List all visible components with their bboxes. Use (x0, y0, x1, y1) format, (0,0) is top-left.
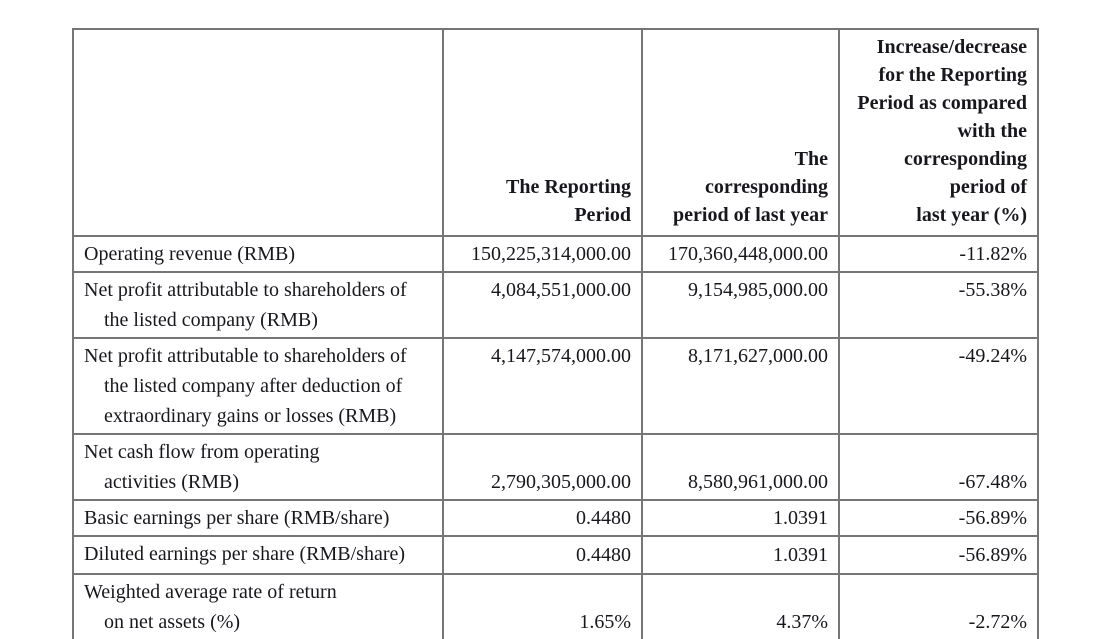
header-line: last year (%) (916, 204, 1027, 226)
header-line: Period (574, 204, 631, 226)
cell-row-label (73, 574, 443, 639)
header-reporting-period (443, 29, 642, 236)
table-row-net-cash-flow (73, 434, 1038, 500)
table-row-diluted-eps (73, 536, 1038, 574)
cell-prior-value: 8,171,627,000.00 (642, 338, 839, 434)
cell-row-label (73, 272, 443, 338)
header-line: period of last year (673, 204, 828, 226)
cell-change-value: -55.38% (839, 272, 1038, 338)
label-line: Weighted average rate of return (84, 581, 337, 603)
header-line: corresponding (705, 176, 828, 198)
cell-change-value: -2.72% (839, 574, 1038, 639)
cell-row-label (73, 500, 443, 536)
header-line: Period as compared (857, 92, 1027, 114)
label-line: Diluted earnings per share (RMB/share) (84, 543, 406, 565)
cell-row-label (73, 338, 443, 434)
cell-change-value: -56.89% (839, 500, 1038, 536)
label-line: Net profit attributable to shareholders of (84, 345, 407, 367)
header-line: with the (957, 120, 1027, 142)
cell-current-value: 150,225,314,000.00 (443, 236, 642, 272)
cell-prior-value: 4.37% (642, 574, 839, 639)
label-line: on net assets (%) (104, 611, 241, 633)
cell-current-value: 1.65% (443, 574, 642, 639)
cell-change-value: -11.82% (839, 236, 1038, 272)
cell-current-value: 2,790,305,000.00 (443, 434, 642, 500)
cell-prior-value: 1.0391 (642, 536, 839, 574)
cell-change-value: -67.48% (839, 434, 1038, 500)
label-line: Net profit attributable to shareholders of (84, 279, 407, 301)
cell-current-value: 4,147,574,000.00 (443, 338, 642, 434)
header-indicator-blank (73, 29, 443, 236)
table-row-basic-eps (73, 500, 1038, 536)
header-corresponding-period (642, 29, 839, 236)
header-line: Increase/decrease (876, 36, 1027, 58)
table-row-operating-revenue (73, 236, 1038, 272)
table-row-net-profit-after-deduction (73, 338, 1038, 434)
label-line: Operating revenue (RMB) (84, 243, 296, 265)
header-line: corresponding (904, 148, 1027, 170)
cell-prior-value: 1.0391 (642, 500, 839, 536)
label-line: activities (RMB) (104, 471, 239, 493)
label-line: Basic earnings per share (RMB/share) (84, 507, 390, 529)
cell-row-label (73, 536, 443, 574)
label-line: the listed company (RMB) (104, 309, 318, 331)
header-increase-decrease (839, 29, 1038, 236)
cell-row-label (73, 236, 443, 272)
header-line: The (794, 148, 828, 170)
cell-prior-value: 9,154,985,000.00 (642, 272, 839, 338)
table-row-net-profit (73, 272, 1038, 338)
header-row (73, 29, 1038, 236)
header-line: The Reporting (506, 176, 631, 198)
cell-current-value: 4,084,551,000.00 (443, 272, 642, 338)
header-line: period of (949, 176, 1027, 198)
cell-prior-value: 170,360,448,000.00 (642, 236, 839, 272)
header-line: for the Reporting (878, 64, 1027, 86)
cell-row-label (73, 434, 443, 500)
label-line: the listed company after deduction of (104, 375, 403, 397)
table-row-weighted-average-return (73, 574, 1038, 639)
cell-change-value: -49.24% (839, 338, 1038, 434)
cell-current-value: 0.4480 (443, 500, 642, 536)
financial-highlights-table (72, 28, 1039, 639)
cell-prior-value: 8,580,961,000.00 (642, 434, 839, 500)
label-line: extraordinary gains or losses (RMB) (104, 405, 397, 427)
cell-change-value: -56.89% (839, 536, 1038, 574)
cell-current-value: 0.4480 (443, 536, 642, 574)
label-line: Net cash flow from operating (84, 441, 320, 463)
